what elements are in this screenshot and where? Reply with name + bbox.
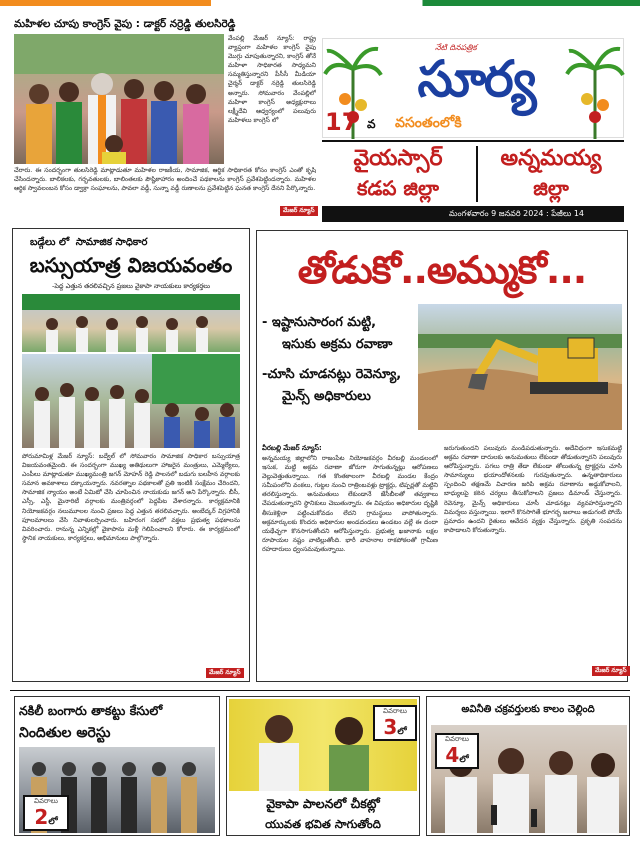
bottom1-details-label: వివరాలు	[34, 797, 58, 805]
story2-headline[interactable]: బస్సుయాత్ర విజయవంతం	[29, 253, 233, 277]
lead-byline: వీరబల్లి మేజర్ న్యూస్:	[262, 444, 322, 452]
bottom1-page-number: 2లో	[34, 805, 58, 829]
edition-kadapa-line2: కడప జిల్లా	[357, 176, 439, 200]
story2-source-tag: మేజర్ న్యూస్	[206, 668, 244, 678]
lead-body-col1: అన్నమయ్య జిల్లాలోని రాజంపేట నియోజకవర్గం వీరబల్లి మండలంలో ఇసుక, మట్టి అక్రమ రవాణా జోరుగా సాగుతున్నట్లు ఆరోపణలు వెల్లువెత్తుతున్నాయి. గత కొంతకాలంగా వీరబల్లి మండల కేంద్రం సమీపంలోని వంకలు, గుట్టల నుంచి రాత్రింబవళ్లు ట్రాక్టర్లు, టిప్పర్లతో మట్టిని తరలిస్తున్నారు. అనుమతులు లేకుండానే జేసీబీలతో తవ్వకాలు చేపడుతున్నారని స్థానికులు చెబుతున్నారు. ఈ విషయం అధికారుల దృష్టికి తీసుకెళ్లినా పట్టించుకోవడం లేదని గ్రామస్థులు వాపోతున్నారు. అక్రమార్కులకు కొందరు అధికారుల అండదండలు ఉండటం వల్లే ఈ దందా యథేచ్ఛగా కొనసాగుతోందని ఆరోపిస్తున్నారు. ప్రభుత్వ ఖజానాకు లక్షల రూపాయల నష్టం వాటిల్లుతోంది. భారీ వాహనాల రాకపోకలతో గ్రామీణ రహదారులు ధ్వంసమవుతున్నాయి.	[262, 455, 438, 553]
masthead	[322, 38, 624, 138]
tricolor-strip	[0, 0, 640, 6]
excavator-illustration	[418, 304, 622, 430]
bottom3-page-ref[interactable]	[435, 733, 479, 769]
edition-annamayya-line1: అన్నమయ్య	[500, 146, 602, 171]
lead-bullet1-line2: ఇసుకు అక్రమ రవాణా	[282, 337, 393, 352]
bottom2-headline-line2: యువత భవిత సాగుతోంది	[265, 817, 381, 831]
anniversary-text: వసంతంలోకి	[395, 115, 462, 131]
lead-source-tag: మేజర్ న్యూస్	[592, 666, 630, 676]
rally-stage-illustration	[22, 294, 240, 352]
story1-source-tag: మేజర్ న్యూస్	[280, 206, 318, 216]
anniversary-number: 17	[325, 108, 359, 136]
bottom2-box[interactable]	[226, 696, 420, 836]
lead-body-col2: జరుగుతుందని పలువురు మండిపడుతున్నారు. అదేవిధంగా ఇసుకమట్టి అక్రమ రవాణా దారులకు అనుమతులు లేకుండా తోడుతున్నారని పలువురు ఆరోపిస్తున్నారు. పగలు రాత్రి తేడా లేకుండా తోలుతున్న ట్రాక్టర్లను చూసి సామాన్యులు భయాందోళనలకు గురవుతున్నారు. ఉన్నతాధికారులు స్పందించి తక్షణమే విచారణ జరిపి అక్రమ రవాణాను అడ్డుకోవాలని, బాధ్యులపై కఠిన చర్యలు తీసుకోవాలని ప్రజలు డిమాండ్ చేస్తున్నారు. రెవెన్యూ, మైన్స్ అధికారులు చూసీ చూడనట్లు వ్యవహరిస్తున్నారని విమర్శలు వస్తున్నాయి. ఇలాగే కొనసాగితే భూగర్భ జలాలు అడుగంటి పోయే ప్రమాదం ఉందని రైతులు ఆవేదన వ్యక్తం చేస్తున్నారు. ప్రకృతి సంపదను కాపాడాలని కోరుతున్నారు.	[444, 445, 622, 534]
masthead-logo: సూర్య	[417, 50, 535, 108]
masthead-tagline: నేటి దినపత్రిక	[435, 43, 477, 52]
lead-bullet2	[262, 364, 412, 408]
edition-annamayya[interactable]	[478, 144, 624, 204]
bottom3-headline-line1: అవినీతి చక్రవర్తులకు కాలం చెల్లింది	[461, 704, 595, 715]
edition-kadapa-line1: వైయస్సార్	[353, 146, 443, 171]
crowd-illustration	[22, 354, 240, 448]
story1-headline[interactable]: మహిళల చూపు కాంగ్రెస్ వైపు : డాక్టర్ నర్రెడ్డి తులసిరెడ్డి	[14, 18, 236, 30]
lead-bullet2-line1: -చూసి చూడనట్లు రెవెన్యూ,	[262, 367, 402, 382]
story2-photo-bottom	[22, 354, 240, 448]
story2-kicker	[30, 236, 148, 250]
bottom3-details-label: వివరాలు	[445, 735, 469, 743]
story2-body: పోరుమామిళ్ల మేజర్ న్యూస్: బద్వేల్ లో సోమవారం సామాజిక సాధికార బస్సుయాత్ర విజయవంతమైంది. ఈ సందర్భంగా ముఖ్య అతిథులుగా హాజరైన మంత్రులు, ఎమ్మెల్యేలు, ఎంపీలు మాట్లాడుతూ ముఖ్యమంత్రి జగన్ మోహన్ రెడ్డి పాలనలో బడుగు బలహీన వర్గాలకు సమాన అవకాశాలు దక్కాయన్నారు. నవరత్నాల పథకాలతో ప్రతి ఇంటికీ సంక్షేమం చేరిందని, సామాజిక న్యాయం అంటే ఏమిటో చేసి చూపించిన నాయకుడు జగన్ అని పేర్కొన్నారు. బీసీ, ఎస్సీ, ఎస్టీ, మైనారిటీ వర్గాలకు మంత్రివర్గంలో పెద్దపీట వేశారన్నారు. కార్యక్రమానికి నియోజకవర్గం నలుమూలల నుంచి ప్రజలు పెద్ద ఎత్తున తరలివచ్చారు. అంబేద్కర్ విగ్రహానికి పూలమాలలు వేసి నివాళులర్పించారు. బహిరంగ సభలో వక్తలు ప్రభుత్వ పథకాలను వివరించారు. రానున్న ఎన్నికల్లో వైకాపాను మళ్లీ గెలిపించాలని కోరారు. ఈ కార్యక్రమంలో స్థానిక నాయకులు, కార్యకర్తలు, అభిమానులు పాల్గొన్నారు.	[22, 453, 240, 542]
lead-headline[interactable]: తోడుకో..అమ్ముకో...	[297, 248, 587, 292]
bottom2-page-number: 3లో	[383, 715, 407, 739]
mango-leaves-icon	[565, 39, 625, 139]
story1-body-bottom: చేరారు. ఈ సందర్భంగా తులసిరెడ్డి మాట్లాడుతూ మహిళల రాజకీయ, సామాజిక, ఆర్థిక సాధికారత కోసం కాంగ్రెస్ ఎంతో కృషి చేసిందన్నారు. బాలికలకు, గర్భవతులకు, బాలింతలకు పౌష్టికాహారం అందించే పథకాలను కాంగ్రెస్ ప్రవేశపెట్టిందన్నారు. మహిళల ఆర్థిక స్వావలంబన కోసం డ్వాక్రా సంఘాలను, పావలా వడ్డీ, సున్నా వడ్డీ రుణాలను ప్రవేశపెట్టిన ఘనత కాంగ్రెస్ దేనని పేర్కొన్నారు.	[14, 167, 316, 193]
story1-photo	[14, 34, 224, 164]
dateline-bar: మంగళవారం 9 జనవరి 2024 : పేజీలు 14	[322, 206, 624, 222]
lead-excavator-photo	[418, 304, 622, 430]
lead-bullet2-line2: మైన్స్ అధికారులు	[282, 389, 371, 404]
bottom-top-rule	[10, 690, 630, 691]
bottom2-page-ref[interactable]	[373, 705, 417, 741]
bottom1-headline-line2: నిందితుల అరెస్టు	[19, 725, 111, 741]
story1-body-right: వేంపల్లి మేజర్ న్యూస్: రాష్ట్ర వ్యాప్తంగా మహిళల కాంగ్రెస్ వైపు మొగ్గు చూపుతున్నారని, కాంగ్రెస్ తోనే మహిళా సాధికారత సాధ్యమని సమ్మతిస్తున్నారని పీసీసీ మీడియా చైర్మన్ డాక్టర్ నర్రెడ్డి తులసిరెడ్డి అన్నారు. సోమవారం వేంపల్లిలో మహిళా కాంగ్రెస్ అధ్యక్షురాలు లక్ష్మీదేవి ఆధ్వర్యంలో పలువురు మహిళలు కాంగ్రెస్ లో	[228, 35, 316, 124]
bottom1-headline-line1: నకిలీ బంగారు తాకట్టు కేసులో	[19, 703, 163, 718]
bottom3-box[interactable]	[426, 696, 630, 836]
bottom3-page-number: 4లో	[445, 743, 469, 767]
story2-photo-top	[22, 294, 240, 352]
lead-bullet1	[262, 312, 412, 356]
story2-kicker-a: బడ్గేలు లో	[30, 237, 70, 248]
bottom1-page-ref[interactable]	[23, 795, 69, 831]
story2-kicker-b: సామాజిక సాధికార	[75, 237, 148, 248]
bottom2-details-label: వివరాలు	[383, 707, 407, 715]
bottom2-headline-line1: వైకాపా పాలనలో చీకట్లో	[266, 796, 380, 811]
story2-subhead: -పెద్ద ఎత్తున తరలివచ్చిన ప్రజలు వైకాపా నాయకులు కార్యకర్తలు	[51, 282, 211, 290]
edition-annamayya-line2: జిల్లా	[533, 176, 569, 200]
masthead-rule	[322, 140, 624, 142]
anniversary-suffix: వ	[367, 117, 376, 131]
lead-bullet1-line1: - ఇష్టానుసారంగ మట్టి,	[262, 315, 377, 330]
group-photo-illustration	[14, 34, 224, 164]
bottom1-box[interactable]	[14, 696, 220, 836]
edition-kadapa[interactable]	[322, 144, 474, 204]
